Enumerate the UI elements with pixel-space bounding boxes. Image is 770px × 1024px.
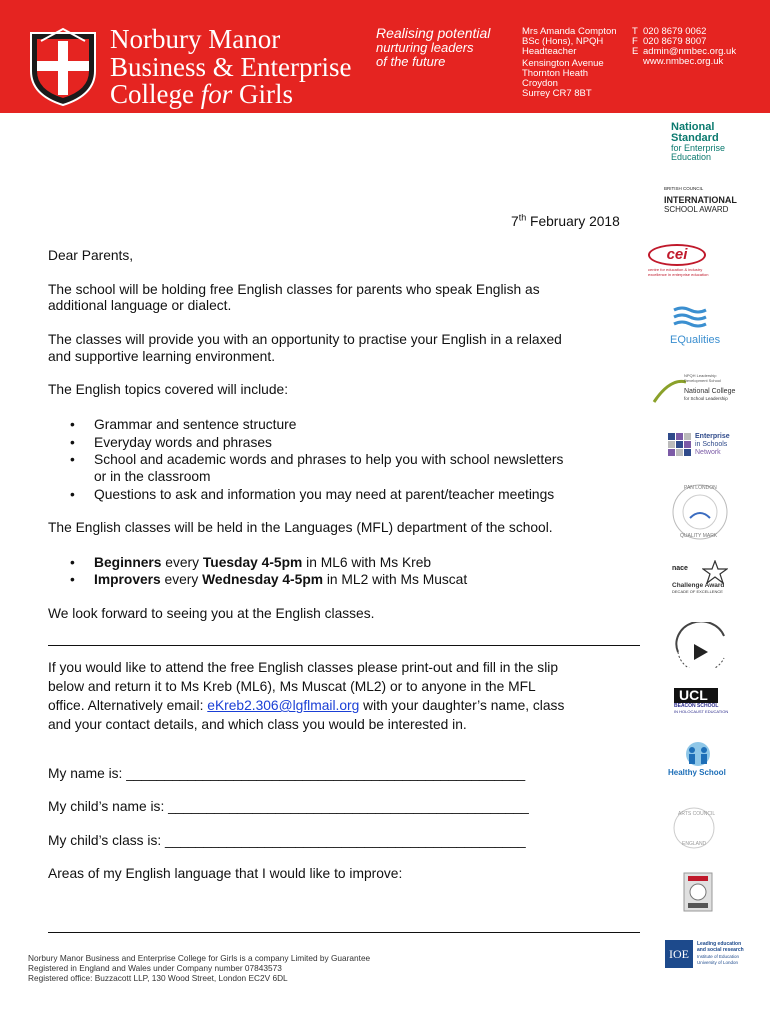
list-item: School and academic words and phrases to help you with school newsletters — [94, 452, 564, 467]
list-item: Grammar and sentence structure — [94, 417, 297, 432]
headteacher-title: Headteacher — [522, 46, 577, 57]
list-item: Questions to ask and information you may need at parent/teacher meetings — [94, 487, 555, 502]
logo-text: for Enterprise — [671, 143, 726, 153]
logo-text: National College — [684, 388, 736, 395]
headteacher-quals: BSc (Hons), NPQH — [522, 36, 604, 47]
logo-text: nace — [672, 565, 688, 572]
class-level: Beginners — [94, 555, 162, 570]
paragraph-line: additional language or dialect. — [48, 298, 232, 313]
tagline-line3: of the future — [376, 54, 446, 69]
list-item: Everyday words and phrases — [94, 435, 272, 450]
college-name-word: College — [110, 79, 201, 109]
cei-logo — [648, 244, 708, 277]
child-name-field[interactable]: My child’s name is: _______________________________________________ — [48, 799, 529, 814]
star-icon — [702, 560, 728, 584]
logo-text: BRITISH COUNCIL — [664, 186, 704, 191]
closing-line: We look forward to seeing you at the English classes. — [48, 606, 375, 621]
equalities-waves-icon — [670, 306, 712, 330]
paragraph-line: The classes will provide you with an opportunity to practise your English in a relaxed — [48, 332, 562, 347]
slip-intro-line: below and return it to Ms Kreb (ML6), Ms Muscat (ML2) or to anyone in the MFL — [48, 679, 536, 694]
swoosh-icon — [652, 376, 688, 406]
logo-text: NPQH Leadership — [684, 373, 717, 378]
logo-text: QUALITY MARK — [680, 533, 718, 539]
contact-label: F — [632, 36, 638, 47]
bullet-icon: • — [70, 572, 75, 587]
logo-text: cei — [648, 244, 706, 266]
footer-line: Norbury Manor Business and Enterprise College for Girls is a company Limited by Guarantee — [28, 953, 371, 963]
national-standard-logo — [671, 122, 725, 162]
address-line: Croydon — [522, 78, 558, 89]
logo-text: SCHOOL AWARD — [664, 205, 729, 214]
bullet-icon: • — [70, 487, 75, 502]
college-crest-icon — [27, 27, 99, 107]
address-line: Kensington Avenue — [522, 58, 604, 69]
slip-intro-line: If you would like to attend the free English classes please print-out and fill in the slip — [48, 660, 559, 675]
logo-text: Enterprise — [695, 433, 730, 440]
list-item-improvers — [94, 571, 467, 588]
phone-number: 020 8679 0062 — [643, 26, 707, 37]
footer-line: Registered office: Buzzacott LLP, 130 Wood Street, London EC2V 6DL — [28, 973, 288, 983]
logo-text: Standard — [671, 132, 719, 144]
areas-answer-line[interactable] — [48, 932, 640, 933]
logo-text: excellence in enterprise education — [648, 271, 709, 277]
college-name-line2: Business & Enterprise — [110, 52, 352, 82]
class-text: every — [160, 572, 203, 587]
logo-text: Leading education — [697, 941, 742, 947]
name-field[interactable]: My name is: ____________________________________________________ — [48, 766, 526, 781]
logo-text: for School Leadership — [684, 396, 728, 401]
grid-squares-icon — [668, 433, 692, 457]
logo-text: IOE — [665, 940, 693, 968]
email-link[interactable]: eKreb2.306@lgflmail.org — [207, 698, 360, 713]
date-month-year: February 2018 — [526, 214, 620, 229]
date-suffix: th — [518, 212, 527, 223]
paragraph-line: and supportive learning environment. — [48, 349, 276, 364]
class-level: Improvers — [94, 572, 161, 587]
logo-text: ENGLAND — [682, 841, 707, 847]
logo-text: EQualities — [670, 334, 721, 346]
areas-to-improve-label: Areas of my English language that I would like to improve: — [48, 866, 403, 881]
logo-text: UCL — [674, 688, 718, 703]
international-school-award-logo — [664, 186, 737, 214]
logo-text: Development School — [684, 378, 721, 383]
headteacher-name: Mrs Amanda Compton — [522, 26, 617, 37]
address-line: Surrey CR7 8BT — [522, 88, 592, 99]
class-location: The English classes will be held in the Languages (MFL) department of the school. — [48, 520, 553, 535]
class-text: in ML2 with Ms Muscat — [323, 572, 468, 587]
college-name-line1: Norbury Manor — [110, 24, 281, 54]
pan-london-quality-mark-logo — [670, 482, 730, 542]
footer-line: Registered in England and Wales under Company number 07843573 — [28, 963, 282, 973]
logo-text: Institute of Education — [697, 954, 740, 959]
logo-text: Network — [695, 449, 721, 456]
college-name-word: Girls — [232, 79, 293, 109]
class-text: every — [161, 555, 203, 570]
contact-label: T — [632, 26, 638, 37]
header-banner — [0, 0, 770, 113]
bullet-icon: • — [70, 555, 75, 570]
date-day: 7 — [511, 214, 519, 229]
class-text: in ML6 with Ms Kreb — [302, 555, 432, 570]
logo-text: Healthy School — [668, 768, 726, 777]
logo-text: DECADE OF EXCELLENCE — [672, 589, 723, 594]
logo-text: in Schools — [695, 441, 728, 448]
tagline-line1: Realising potential — [376, 25, 491, 41]
address-line: Thornton Heath — [522, 68, 589, 79]
logo-text: Challenge Award — [672, 582, 725, 589]
logo-text: ARTS COUNCIL — [678, 811, 716, 817]
list-item-beginners — [94, 554, 431, 571]
topics-intro: The English topics covered will include: — [48, 382, 289, 397]
slip-email-line — [48, 697, 564, 714]
bullet-icon: • — [70, 452, 75, 467]
college-name-italic: for — [200, 79, 233, 109]
contact-label: E — [632, 46, 639, 57]
email-address[interactable]: admin@nmbec.org.uk — [643, 46, 737, 57]
bullet-icon: • — [70, 435, 75, 450]
arts-council-logo — [672, 806, 716, 850]
child-class-field[interactable]: My child’s class is: _______________________________________________ — [48, 833, 526, 848]
equalities-logo — [670, 306, 720, 346]
logo-text: IN HOLOCAUST EDUCATION — [674, 709, 729, 714]
logo-text: and social research — [697, 947, 744, 953]
logo-text: centre for education & industry — [648, 267, 703, 272]
logo-text: Education — [671, 152, 712, 162]
letter-date — [511, 213, 620, 230]
slip-text: office. Alternatively email: — [48, 698, 208, 713]
list-item-continued: or in the classroom — [94, 469, 211, 484]
fax-number: 020 8679 8007 — [643, 36, 707, 47]
healthy-school-people-icon — [668, 742, 728, 766]
salutation: Dear Parents, — [48, 248, 134, 263]
tagline-line2: nurturing leaders — [376, 40, 474, 55]
class-time: Tuesday 4-5pm — [202, 555, 303, 570]
logo-text: National — [671, 121, 715, 133]
ucl-beacon-school-logo — [674, 688, 728, 714]
divider — [48, 645, 640, 646]
school-emblem-icon — [672, 622, 730, 668]
paragraph-line: The school will be holding free English classes for parents who speak English as — [48, 282, 540, 297]
website-address[interactable]: www.nmbec.org.uk — [643, 56, 724, 67]
logo-text: BEACON SCHOOL — [674, 703, 719, 709]
logo-text: PAN LONDON — [684, 485, 717, 491]
slip-text: with your daughter’s name, class — [359, 698, 565, 713]
college-name-line3 — [110, 80, 293, 108]
bullet-icon: • — [70, 417, 75, 432]
logo-text: University of London — [697, 960, 739, 965]
class-time: Wednesday 4-5pm — [202, 572, 324, 587]
award-badge-icon — [683, 872, 713, 912]
logo-text: INTERNATIONAL — [664, 195, 737, 205]
slip-intro-line: and your contact details, and which class you would be interested in. — [48, 717, 467, 732]
healthy-school-logo — [668, 742, 728, 777]
